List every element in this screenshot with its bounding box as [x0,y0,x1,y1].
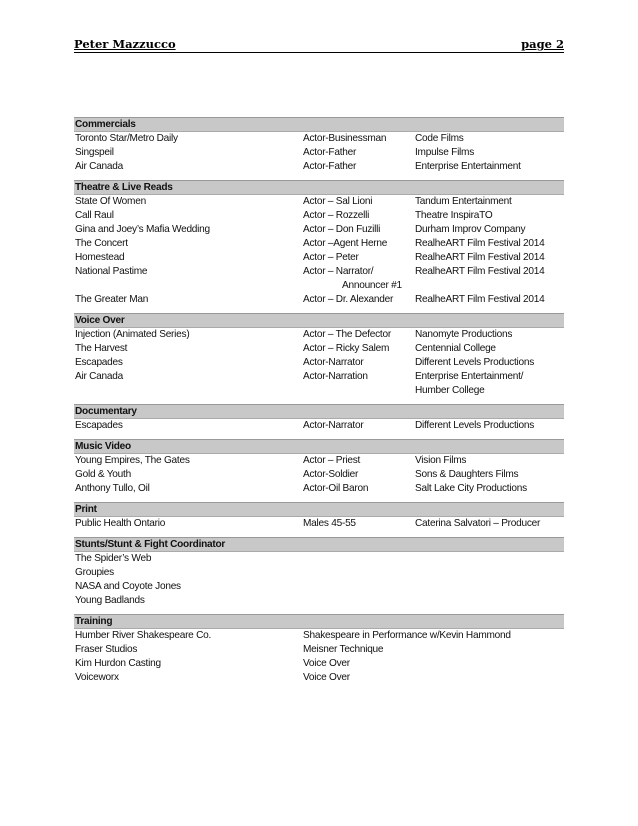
training-detail: Shakespeare in Performance w/Kevin Hammond [303,630,511,641]
table-row [74,293,564,307]
project-name: Escapades [75,420,123,431]
role: Actor – Rozzelli [303,210,370,221]
table-row [74,482,564,496]
school-name: Kim Hurdon Casting [75,658,161,669]
table-row [74,356,564,370]
project-name: Gold & Youth [75,469,131,480]
project-name: Injection (Animated Series) [75,329,190,340]
role: Actor – Peter [303,252,359,263]
table-row [74,517,564,531]
company-line: Enterprise Entertainment/ [415,371,524,382]
table-row [74,132,564,146]
company: Caterina Salvatori – Producer [415,518,541,529]
role-line-2: Announcer #1 [342,280,402,291]
role: Actor-Soldier [303,469,359,480]
table-row [74,419,564,433]
role: Actor – Sal Lioni [303,196,373,207]
role: Actor-Father [303,161,357,172]
company: Different Levels Productions [415,357,535,368]
training-detail: Meisner Technique [303,644,384,655]
project-name: Escapades [75,357,123,368]
company-line-2: Humber College [415,385,485,396]
table-row [74,594,564,608]
project-name: Anthony Tullo, Oil [75,483,150,494]
project-name: Call Raul [75,210,114,221]
training-detail: Voice Over [303,672,350,683]
company: Centennial College [415,343,496,354]
section-commercials [74,117,564,174]
project-name: NASA and Coyote Jones [75,581,181,592]
role-line: Actor – Narrator/ [303,266,374,277]
project-name: The Greater Man [75,294,149,305]
section-title: Commercials [74,117,564,132]
table-row [74,552,564,566]
company [415,370,564,398]
table-row [74,629,564,643]
table-row [74,328,564,342]
company: Impulse Films [415,147,475,158]
table-row [74,265,564,293]
section-title: Print [74,502,564,517]
project-name: Homestead [75,252,125,263]
role: Actor – Priest [303,455,361,466]
role: Actor-Narration [303,371,368,382]
project-name: State Of Women [75,196,146,207]
company: Code Films [415,133,464,144]
page-header [74,38,564,53]
project-name: Public Health Ontario [75,518,166,529]
company: Different Levels Productions [415,420,535,431]
section-title: Training [74,614,564,629]
table-row [74,223,564,237]
company: Nanomyte Productions [415,329,513,340]
table-row [74,251,564,265]
role: Actor-Businessman [303,133,387,144]
project-name: The Concert [75,238,128,249]
school-name: Fraser Studios [75,644,138,655]
company: Durham Improv Company [415,224,526,235]
table-row [74,209,564,223]
company: RealheART Film Festival 2014 [415,252,545,263]
project-name: The Harvest [75,343,128,354]
company: RealheART Film Festival 2014 [415,238,545,249]
role: Actor – Don Fuzilli [303,224,381,235]
role: Actor – The Defector [303,329,391,340]
role [303,265,415,293]
role: Actor-Father [303,147,357,158]
project-name: Air Canada [75,371,123,382]
role: Actor – Ricky Salem [303,343,390,354]
actor-name: Peter Mazzucco [74,37,176,51]
section-print [74,502,564,531]
project-name: Gina and Joey’s Mafia Wedding [75,224,210,235]
section-stunts [74,537,564,608]
role: Actor –Agent Herne [303,238,388,249]
project-name: The Spider’s Web [75,553,152,564]
table-row [74,370,564,398]
project-name: Young Badlands [75,595,145,606]
table-row [74,643,564,657]
page-number: page 2 [521,37,564,51]
project-name: National Pastime [75,266,148,277]
table-row [74,580,564,594]
table-row [74,566,564,580]
table-row [74,146,564,160]
project-name: Young Empires, The Gates [75,455,190,466]
section-training [74,614,564,685]
table-row [74,160,564,174]
company: Theatre InspiraTO [415,210,493,221]
company: Tandum Entertainment [415,196,512,207]
section-title: Voice Over [74,313,564,328]
training-detail: Voice Over [303,658,350,669]
table-row [74,195,564,209]
section-title: Stunts/Stunt & Fight Coordinator [74,537,564,552]
school-name: Voiceworx [75,672,119,683]
section-documentary [74,404,564,433]
company: RealheART Film Festival 2014 [415,294,545,305]
project-name: Toronto Star/Metro Daily [75,133,178,144]
table-row [74,237,564,251]
table-row [74,671,564,685]
role: Actor – Dr. Alexander [303,294,394,305]
role: Males 45-55 [303,518,356,529]
company: Salt Lake City Productions [415,483,527,494]
company: Sons & Daughters Films [415,469,519,480]
section-voice-over [74,313,564,398]
section-title: Documentary [74,404,564,419]
project-name: Singspeil [75,147,114,158]
company: Vision Films [415,455,467,466]
role: Actor-Narrator [303,420,364,431]
table-row [74,468,564,482]
table-row [74,454,564,468]
section-theatre [74,180,564,307]
company: Enterprise Entertainment [415,161,521,172]
project-name: Air Canada [75,161,123,172]
school-name: Humber River Shakespeare Co. [75,630,212,641]
table-row [74,657,564,671]
section-title: Music Video [74,439,564,454]
section-title: Theatre & Live Reads [74,180,564,195]
table-row [74,342,564,356]
role: Actor-Narrator [303,357,364,368]
company: RealheART Film Festival 2014 [415,266,545,277]
resume-content [74,117,564,691]
role: Actor-Oil Baron [303,483,369,494]
section-music-video [74,439,564,496]
project-name: Groupies [75,567,114,578]
